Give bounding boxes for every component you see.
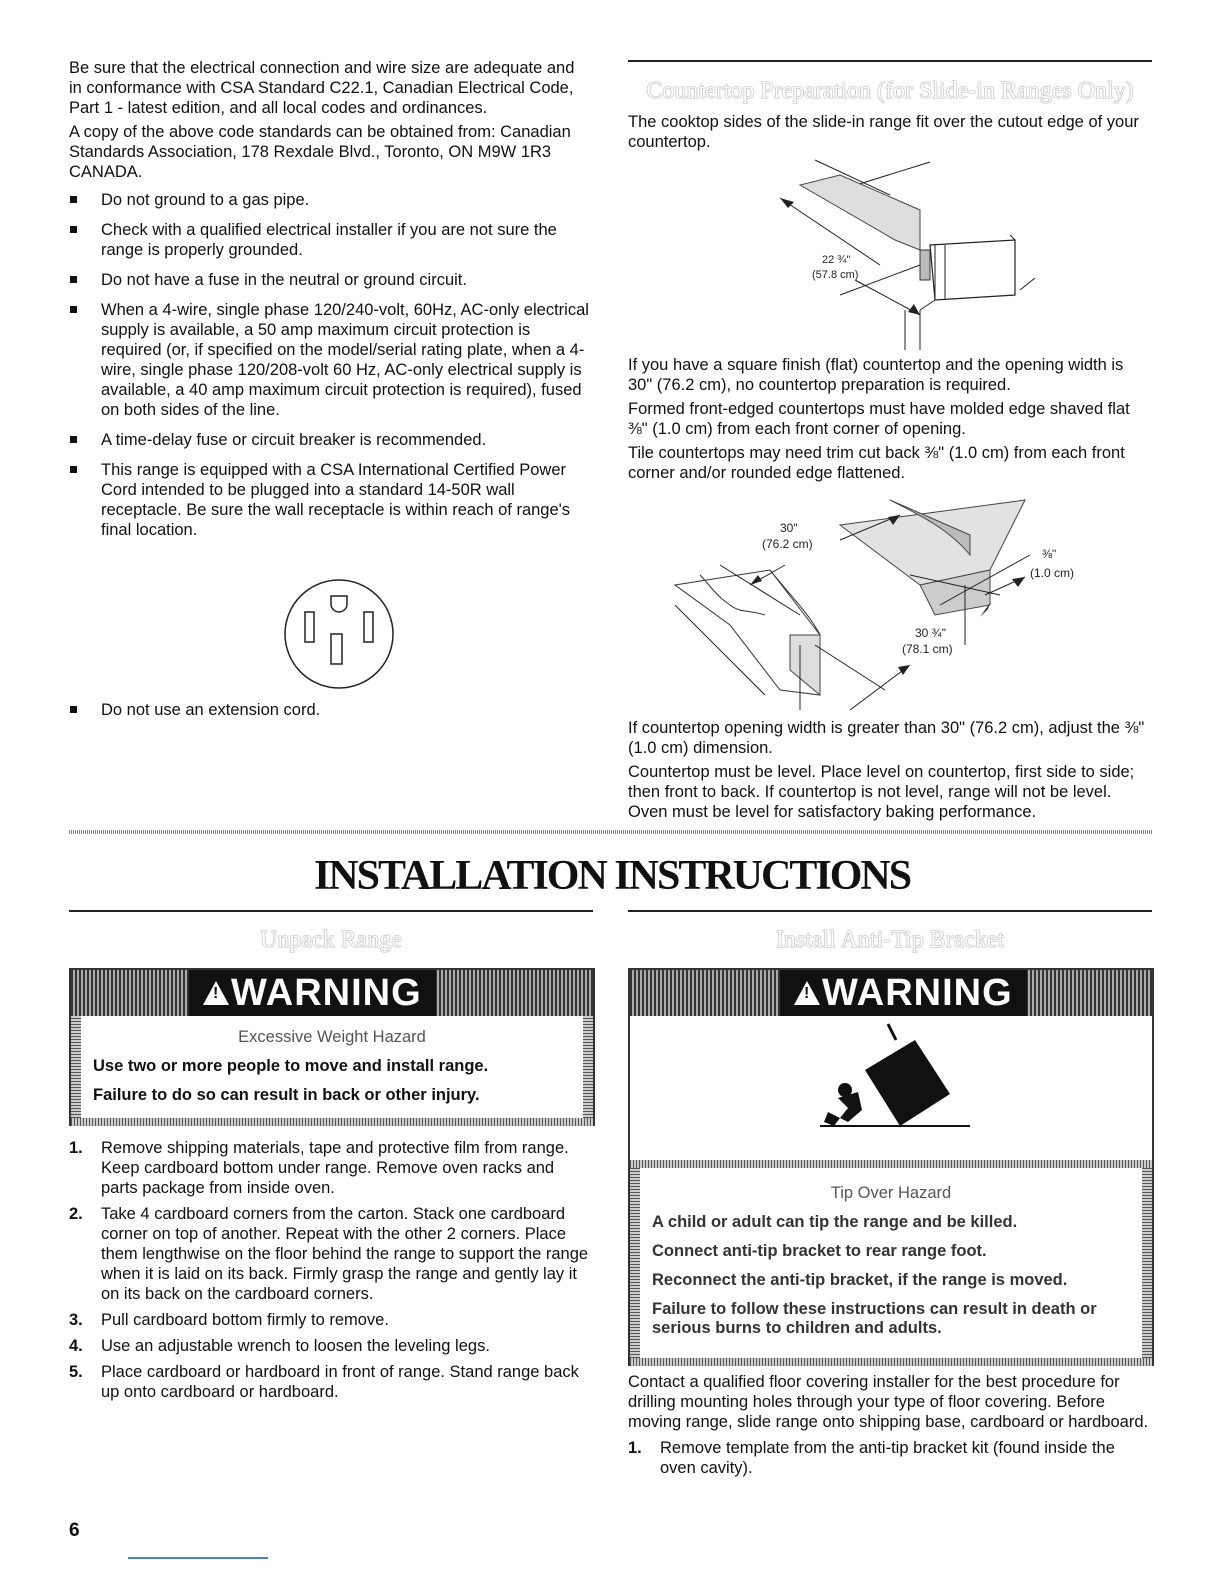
anti-tip-heading: Install Anti-Tip Bracket	[775, 927, 1005, 953]
dim-1-0-cm: (1.0 cm)	[1030, 566, 1075, 580]
warning-line: Failure to follow these instructions can result in death or serious burns to children and adults.	[652, 1300, 1097, 1337]
countertop-edge-diagram	[670, 495, 1100, 710]
tipping-range-pictogram	[810, 1022, 970, 1132]
section-divider	[69, 830, 1152, 834]
list-item: Do not use an extension cord.	[69, 700, 591, 720]
unpack-steps	[69, 1138, 591, 1408]
receptacle-14-50r-illustration	[275, 578, 403, 690]
section-rule	[628, 910, 1152, 912]
code-source-paragraph: A copy of the above code standards can be obtained from: Canadian Standards Association, 178 Rexdale Blvd., Toronto, ON M9W 1R3 CANADA.	[69, 123, 571, 181]
extension-cord-bullet	[69, 700, 591, 720]
dim-3-8-in: ⅜"	[1042, 547, 1057, 561]
list-item: This range is equipped with a CSA International Certified Power Cord intended to be plugged into a standard 14-50R wall receptacle. Be sure the wall receptacle is within reach of range's final location.	[69, 460, 591, 540]
list-item: 1. Remove template from the anti-tip bracket kit (found inside the oven cavity).	[628, 1439, 1115, 1477]
warning-header	[630, 970, 1152, 1016]
hazard-title: Tip Over Hazard	[830, 1184, 952, 1202]
list-item: Do not have a fuse in the neutral or ground circuit.	[69, 270, 591, 290]
warning-triangle-icon	[794, 981, 820, 1005]
countertop-notes	[628, 355, 1152, 487]
weight-warning-box	[69, 968, 595, 1126]
list-item: When a 4-wire, single phase 120/240-volt, 60Hz, AC-only electrical supply is available, a 50 amp maximum circuit protection is required (or, if specified on the model/serial rating plate, when a 4-wire, single phase 120/208-volt 60 Hz, AC-only electrical supply is available, a 40 amp maximum circuit protection is required), fused on both sides of the line.	[69, 300, 591, 420]
warning-line: Reconnect the anti-tip bracket, if the range is moved.	[652, 1271, 1068, 1289]
warning-line: A child or adult can tip the range and be killed.	[652, 1213, 1018, 1231]
list-item: 3. Pull cardboard bottom firmly to remove.	[69, 1311, 389, 1329]
tip-over-warning-box	[628, 968, 1154, 1366]
formed-front-paragraph: Formed front-edged countertops must have molded edge shaved flat ⅜" (1.0 cm) from each front corner of opening.	[628, 400, 1130, 438]
dim-30-in: 30"	[780, 521, 798, 535]
opening-width-paragraph: If countertop opening width is greater than 30" (76.2 cm), adjust the ⅜" (1.0 cm) dimension.	[628, 719, 1145, 757]
warning-label: WARNING	[231, 971, 422, 1014]
page-title: INSTALLATION INSTRUCTIONS	[313, 853, 911, 899]
list-item: A time-delay fuse or circuit breaker is recommended.	[69, 430, 591, 450]
countertop-intro: The cooktop sides of the slide-in range fit over the cutout edge of your countertop.	[628, 113, 1139, 151]
tile-countertop-paragraph: Tile countertops may need trim cut back ⅜" (1.0 cm) from each front corner and/or rounded edge flattened.	[628, 444, 1125, 482]
list-item: 2. Take 4 cardboard corners from the carton. Stack one cardboard corner on top of another. Repeat with the other 2 corners. Place them lengthwise on the floor behind the range to support the range when it is laid on its back. Firmly grasp the range and gently lay it on its back on the cardboard corners.	[69, 1205, 589, 1303]
dim-22-3-4: 22 ¾"	[822, 254, 851, 266]
list-item: Check with a qualified electrical installer if you are not sure the range is properly grounded.	[69, 220, 591, 260]
warning-line: Failure to do so can result in back or other injury.	[93, 1086, 480, 1104]
list-item: 1. Remove shipping materials, tape and protective film from range. Keep cardboard bottom under range. Remove oven racks and parts package from inside oven.	[69, 1139, 569, 1197]
footer-line	[128, 1557, 268, 1559]
anti-tip-instructions	[628, 1372, 1152, 1484]
level-paragraph: Countertop must be level. Place level on countertop, first side to side; then front to back. If countertop is not level, range will not be level. Oven must be level for satisfactory baking performance.	[628, 763, 1135, 821]
left-column	[69, 58, 591, 550]
warning-line: Use two or more people to move and install range.	[93, 1057, 489, 1075]
list-item: 5. Place cardboard or hardboard in front of range. Stand range back up onto cardboard or hardboard.	[69, 1363, 579, 1401]
warning-triangle-icon	[203, 981, 229, 1005]
list-item: Do not ground to a gas pipe.	[69, 190, 591, 210]
warning-label: WARNING	[822, 971, 1013, 1014]
dim-57-8-cm: (57.8 cm)	[812, 269, 859, 281]
list-item: 4. Use an adjustable wrench to loosen the leveling legs.	[69, 1337, 490, 1355]
electrical-code-paragraph: Be sure that the electrical connection and wire size are adequate and in conformance with CSA Standard C22.1, Canadian Electrical Code, Part 1 - latest edition, and all local codes and ordinances.	[69, 59, 575, 117]
countertop-level-notes	[628, 718, 1152, 826]
warning-header	[71, 970, 593, 1016]
countertop-preparation-heading: Countertop Preparation (for Slide-in Ranges Only)	[646, 78, 1134, 104]
section-rule	[628, 60, 1152, 62]
dim-76-2-cm: (76.2 cm)	[762, 537, 813, 551]
hazard-title: Excessive Weight Hazard	[238, 1028, 426, 1046]
page-number: 6	[69, 1520, 80, 1541]
unpack-range-heading: Unpack Range	[260, 927, 402, 953]
dim-78-1-cm: (78.1 cm)	[902, 642, 953, 656]
cooktop-countertop-diagram	[760, 150, 1050, 350]
electrical-bullet-list	[69, 190, 591, 540]
warning-line: Connect anti-tip bracket to rear range foot.	[652, 1242, 987, 1260]
dim-30-3-4-in: 30 ¾"	[915, 626, 946, 640]
square-finish-paragraph: If you have a square finish (flat) countertop and the opening width is 30" (76.2 cm), no countertop preparation is required.	[628, 356, 1124, 394]
section-rule	[69, 910, 593, 912]
floor-covering-paragraph: Contact a qualified floor covering installer for the best procedure for drilling mounting holes through your type of floor covering. Before moving range, slide range onto shipping base, cardboard or hardboard.	[628, 1373, 1149, 1431]
